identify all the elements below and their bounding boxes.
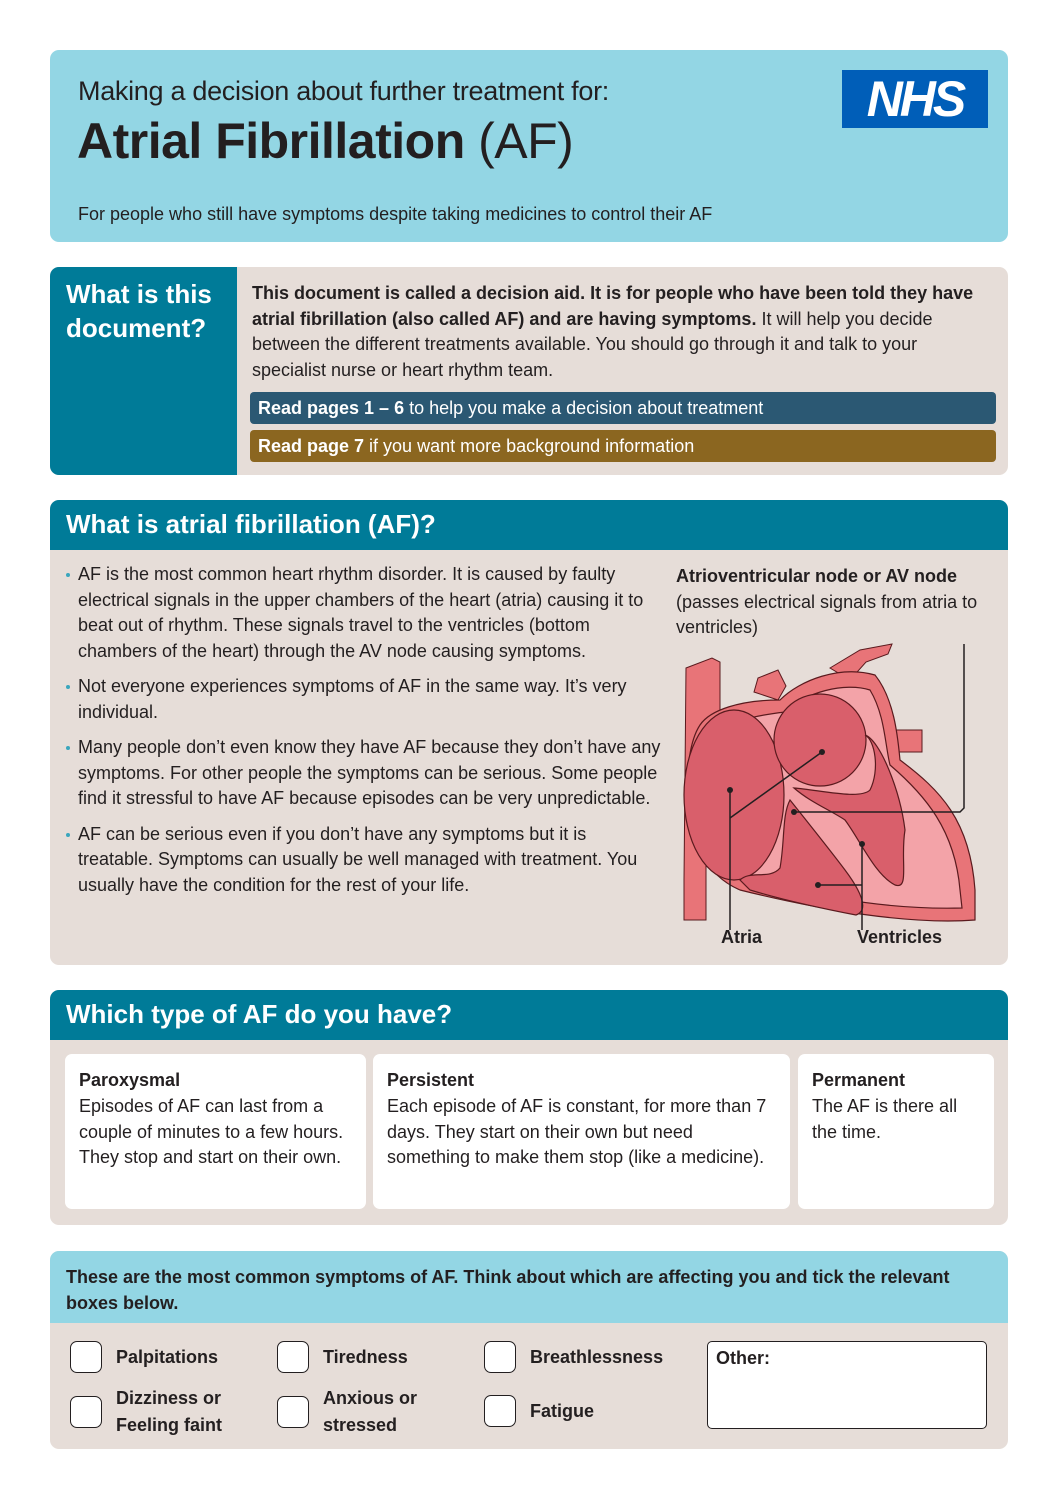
symptoms-checklist-section [50, 1251, 1008, 1449]
av-node-description: (passes electrical signals from atria to ventricles) [676, 591, 978, 637]
checkbox-breathlessness[interactable] [484, 1341, 516, 1373]
pointer-dot [819, 749, 825, 755]
heart-diagram [670, 640, 1000, 930]
checkbox-anxious[interactable] [277, 1396, 309, 1428]
symptom-label: Dizziness or Feeling faint [116, 1388, 223, 1435]
nhs-logo [842, 70, 988, 128]
what-is-af-section [50, 500, 1008, 965]
section-heading-bar [50, 990, 1008, 1040]
checkbox-dizziness[interactable] [70, 1396, 102, 1428]
pointer-dot [727, 787, 733, 793]
pointer-dot [791, 809, 797, 815]
heart-atrium-right [774, 694, 866, 786]
header-subtitle: For people who still have symptoms despite taking medicines to control their AF [78, 204, 713, 224]
read-page-7-bar [250, 430, 996, 462]
nhs-logo-text: NHS [866, 71, 964, 127]
intro-rest: It will help you decide between the different treatments available. You should go through it and talk to your specialist nurse or heart rhythm team. [252, 308, 933, 380]
header-kicker: Making a decision about further treatment for: [78, 76, 609, 106]
intro-bold: This document is called a decision aid. It is for people who have been told they have atrial fibrillation (also called AF) and are having symptoms. [252, 283, 974, 329]
bullet-item: Not everyone experiences symptoms of AF in the same way. It’s very individual. [64, 674, 664, 725]
symptoms-intro-bar [50, 1251, 1008, 1323]
av-node-label [676, 564, 996, 641]
other-symptoms-field[interactable] [707, 1341, 987, 1429]
symptom-label: Breathlessness [530, 1346, 664, 1367]
checkbox-palpitations[interactable] [70, 1341, 102, 1373]
type-card-paroxysmal [65, 1054, 366, 1209]
type-title: Permanent [812, 1070, 906, 1090]
type-card-permanent [798, 1054, 994, 1209]
pointer-dot [859, 841, 865, 847]
bullet-item: AF is the most common heart rhythm disorder. It is caused by faulty electrical signals in the upper chambers of the heart (atria) causing it to beat out of rhythm. These signals travel to the ventricles (bottom chambers of the heart) through the AV node causing symptoms. [64, 562, 664, 664]
type-title: Persistent [387, 1070, 475, 1090]
section-heading: What is atrial fibrillation (AF)? [66, 509, 436, 539]
label-ventricles: Ventricles [857, 927, 943, 947]
read-1-rest: to help you make a decision about treatment [404, 398, 764, 418]
type-card-persistent [373, 1054, 790, 1209]
section-side-title: What is this document? [66, 279, 212, 343]
section-side-header [50, 267, 237, 475]
checkbox-fatigue[interactable] [484, 1395, 516, 1427]
av-node-title: Atrioventricular node or AV node [676, 566, 958, 586]
heart-atrium-left [684, 710, 784, 880]
checkbox-tiredness[interactable] [277, 1341, 309, 1373]
title-abbrev: (AF) [464, 113, 574, 169]
symptom-breathlessness[interactable] [484, 1341, 663, 1373]
symptom-label: Palpitations [116, 1346, 219, 1367]
symptom-label: Fatigue [530, 1400, 595, 1421]
label-atria: Atria [721, 927, 763, 947]
symptom-label: Anxious or stressed [323, 1388, 418, 1435]
section-heading: Which type of AF do you have? [66, 999, 453, 1029]
pointer-dot [815, 882, 821, 888]
symptom-dizziness[interactable] [70, 1385, 246, 1439]
section-heading-bar [50, 500, 1008, 550]
read-2-bold: Read page 7 [258, 436, 365, 456]
symptom-tiredness[interactable] [277, 1341, 408, 1373]
symptom-palpitations[interactable] [70, 1341, 218, 1373]
title-bold: Atrial Fibrillation [77, 113, 465, 169]
symptom-anxious[interactable] [277, 1385, 443, 1439]
read-2-rest: if you want more background information [364, 436, 695, 456]
header-banner [50, 50, 1008, 242]
type-description: Episodes of AF can last from a couple of minutes to a few hours. They stop and start on their own. [79, 1096, 344, 1167]
heart-vessel-top [754, 670, 786, 700]
bullet-item: Many people don’t even know they have AF because they don’t have any symptoms. For other people the symptoms can be serious. Some people find it stressful to have AF because episodes can be very unpredictable. [64, 735, 664, 812]
af-types-section [50, 990, 1008, 1225]
document-intro [252, 281, 992, 383]
symptom-fatigue[interactable] [484, 1395, 594, 1427]
af-bullet-list [64, 562, 664, 908]
page-title [77, 112, 573, 170]
symptom-label: Tiredness [323, 1346, 408, 1367]
other-label: Other: [716, 1348, 770, 1368]
type-description: The AF is there all the time. [812, 1096, 958, 1142]
type-description: Each episode of AF is constant, for more than 7 days. They start on their own but need something to make them stop (like a medicine). [387, 1096, 767, 1167]
symptoms-intro: These are the most common symptoms of AF. Think about which are affecting you and tick the relevant boxes below. [66, 1267, 950, 1313]
read-1-bold: Read pages 1 – 6 [258, 398, 405, 418]
read-pages-1-6-bar [250, 392, 996, 424]
bullet-item: AF can be serious even if you don’t have any symptoms but it is treatable. Symptoms can usually be well managed with treatment. You usually have the condition for the rest of your life. [64, 822, 664, 899]
type-title: Paroxysmal [79, 1070, 181, 1090]
what-is-this-document-section [50, 267, 1008, 475]
